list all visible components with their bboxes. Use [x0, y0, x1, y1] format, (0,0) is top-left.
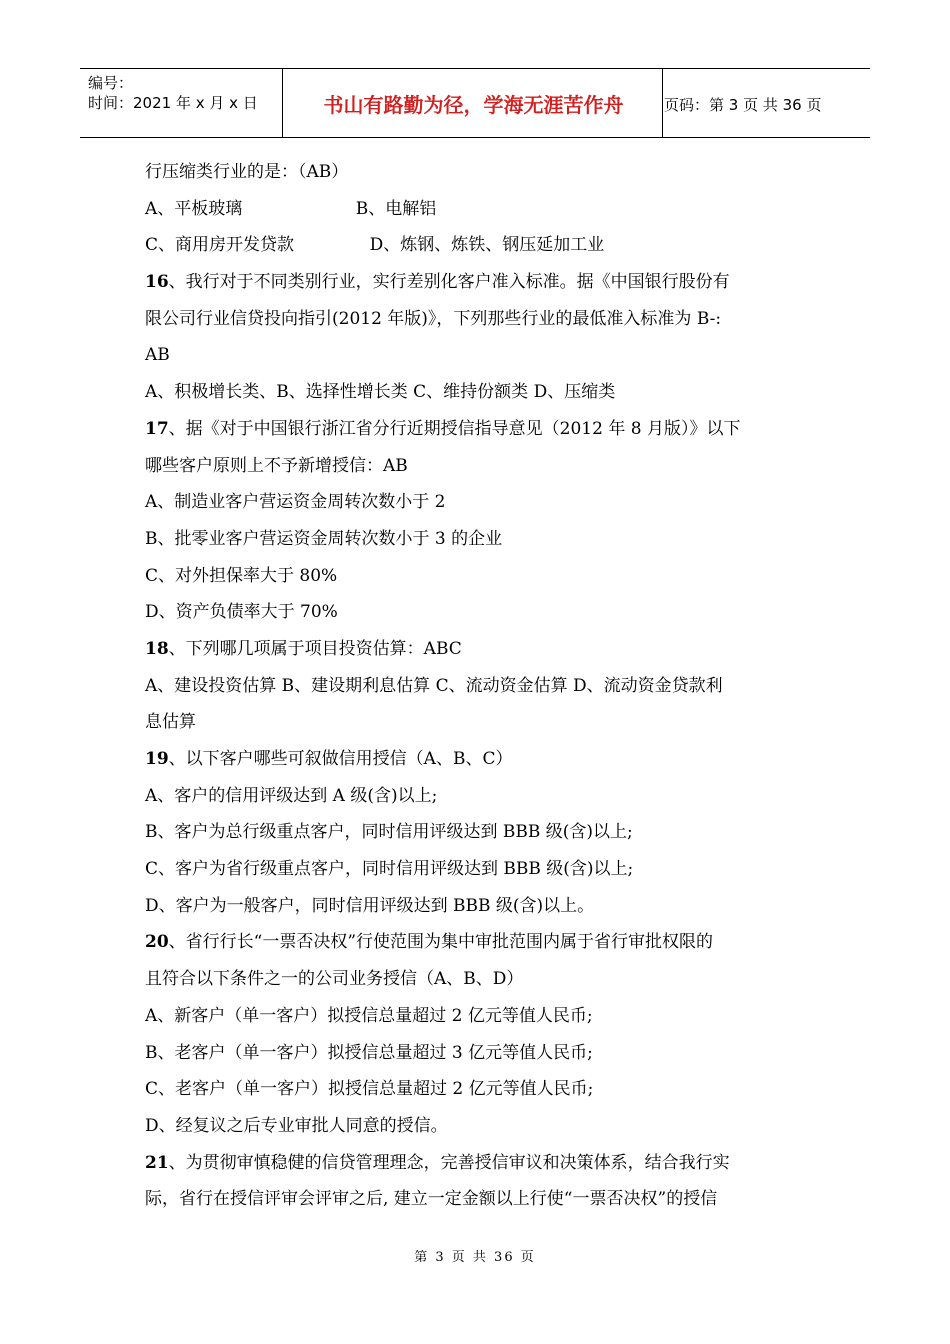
line-text: 、以下客户哪些可叙做信用授信（A、B、C） — [168, 749, 513, 769]
line-text: 、据《对于中国银行浙江省分行近期授信指导意见（2012 年 8 月版）》以下 — [168, 418, 741, 439]
text-line — [145, 1071, 805, 1108]
text-line — [145, 448, 805, 485]
line-text: 限公司行业信贷投向指引(2012 年版)》，下列那些行业的最低准入标准为 B-: — [145, 308, 722, 329]
line-text: 且符合以下条件之一的公司业务授信（A、B、D） — [145, 969, 524, 990]
question-number: 21 — [145, 1152, 169, 1173]
line-text: D、资产负债率大于 70% — [145, 602, 338, 623]
code-label: 编号： — [88, 74, 134, 92]
line-text: B、批零业客户营运资金周转次数小于 3 的企业 — [145, 528, 503, 549]
line-text: C、对外担保率大于 80% — [145, 565, 338, 586]
text-line — [145, 484, 805, 521]
text-line — [145, 668, 805, 705]
page-header — [80, 68, 870, 138]
line-text: C、客户为省行级重点客户，同时信用评级达到 BBB 级(含)以上; — [145, 859, 634, 880]
text-line — [145, 1108, 805, 1145]
line-text: 际，省行在授信评审会评审之后, 建立一定金额以上行使“一票否决权”的授信 — [145, 1189, 718, 1210]
document-body — [145, 154, 805, 1218]
line-text: A、积极增长类、B、选择性增长类 C、维持份额类 D、压缩类 — [145, 382, 616, 403]
line-text: A、客户的信用评级达到 A 级(含)以上; — [145, 785, 438, 806]
line-text: A、建设投资估算 B、建设期利息估算 C、流动资金估算 D、流动资金贷款利 — [145, 675, 723, 696]
line-text: 息估算 — [145, 712, 196, 733]
header-divider — [282, 69, 283, 137]
text-line — [145, 1181, 805, 1218]
page-footer: 第 3 页 共 36 页 — [414, 1250, 536, 1265]
text-line — [145, 961, 805, 998]
line-text: 、我行对于不同类别行业，实行差别化客户准入标准。据《中国银行股份有 — [168, 272, 730, 293]
text-line — [145, 888, 805, 925]
line-text: D、客户为一般客户，同时信用评级达到 BBB 级(含)以上。 — [145, 895, 595, 916]
line-text: D、经复议之后专业审批人同意的授信。 — [145, 1115, 448, 1136]
text-line — [145, 778, 805, 815]
text-line — [145, 741, 805, 778]
text-line — [145, 594, 805, 631]
text-line — [145, 704, 805, 741]
line-text: A、制造业客户营运资金周转次数小于 2 — [145, 492, 446, 513]
text-line — [145, 998, 805, 1035]
text-line — [145, 521, 805, 558]
line-text: AB — [145, 345, 170, 366]
line-text: B、客户为总行级重点客户，同时信用评级达到 BBB 级(含)以上; — [145, 822, 633, 843]
text-line — [145, 227, 805, 264]
text-line — [145, 154, 805, 191]
line-text: A、新客户（单一客户）拟授信总量超过 2 亿元等值人民币; — [145, 1005, 593, 1026]
text-line — [145, 337, 805, 374]
text-line — [145, 631, 805, 668]
line-text: 、下列哪几项属于项目投资估算：ABC — [168, 638, 462, 659]
text-line — [145, 814, 805, 851]
header-meta — [88, 73, 258, 113]
question-number: 16 — [145, 272, 169, 293]
line-text: C、老客户（单一客户）拟授信总量超过 2 亿元等值人民币; — [145, 1079, 594, 1100]
text-line — [145, 374, 805, 411]
line-text: 哪些客户原则上不予新增授信：AB — [145, 455, 408, 476]
question-number: 17 — [145, 418, 169, 439]
text-line — [145, 301, 805, 338]
text-line — [145, 1145, 805, 1182]
text-line — [145, 851, 805, 888]
text-line — [145, 924, 805, 961]
text-line — [145, 411, 805, 448]
text-line — [145, 191, 805, 228]
header-motto: 书山有路勤为径，学海无涯苦作舟 — [323, 92, 624, 117]
header-divider — [662, 69, 663, 137]
question-number: 19 — [145, 749, 169, 769]
question-number: 20 — [145, 932, 169, 953]
line-text: 行压缩类行业的是：（AB） — [145, 162, 349, 182]
text-line — [145, 1035, 805, 1072]
line-text: A、平板玻璃 B、电解铝 — [145, 198, 437, 219]
header-page-info: 页码：第 3 页 共 36 页 — [664, 96, 822, 114]
line-text: 、为贯彻审慎稳健的信贷管理理念，完善授信审议和决策体系，结合我行实 — [168, 1152, 730, 1173]
time-label: 时间：2021 年 x 月 x 日 — [88, 94, 258, 112]
line-text: C、商用房开发贷款 D、炼钢、炼铁、钢压延加工业 — [145, 235, 605, 256]
text-line — [145, 264, 805, 301]
text-line — [145, 558, 805, 595]
line-text: 、省行行长“一票否决权”行使范围为集中审批范围内属于省行审批权限的 — [168, 932, 714, 953]
question-number: 18 — [145, 638, 169, 659]
line-text: B、老客户（单一客户）拟授信总量超过 3 亿元等值人民币; — [145, 1042, 593, 1063]
